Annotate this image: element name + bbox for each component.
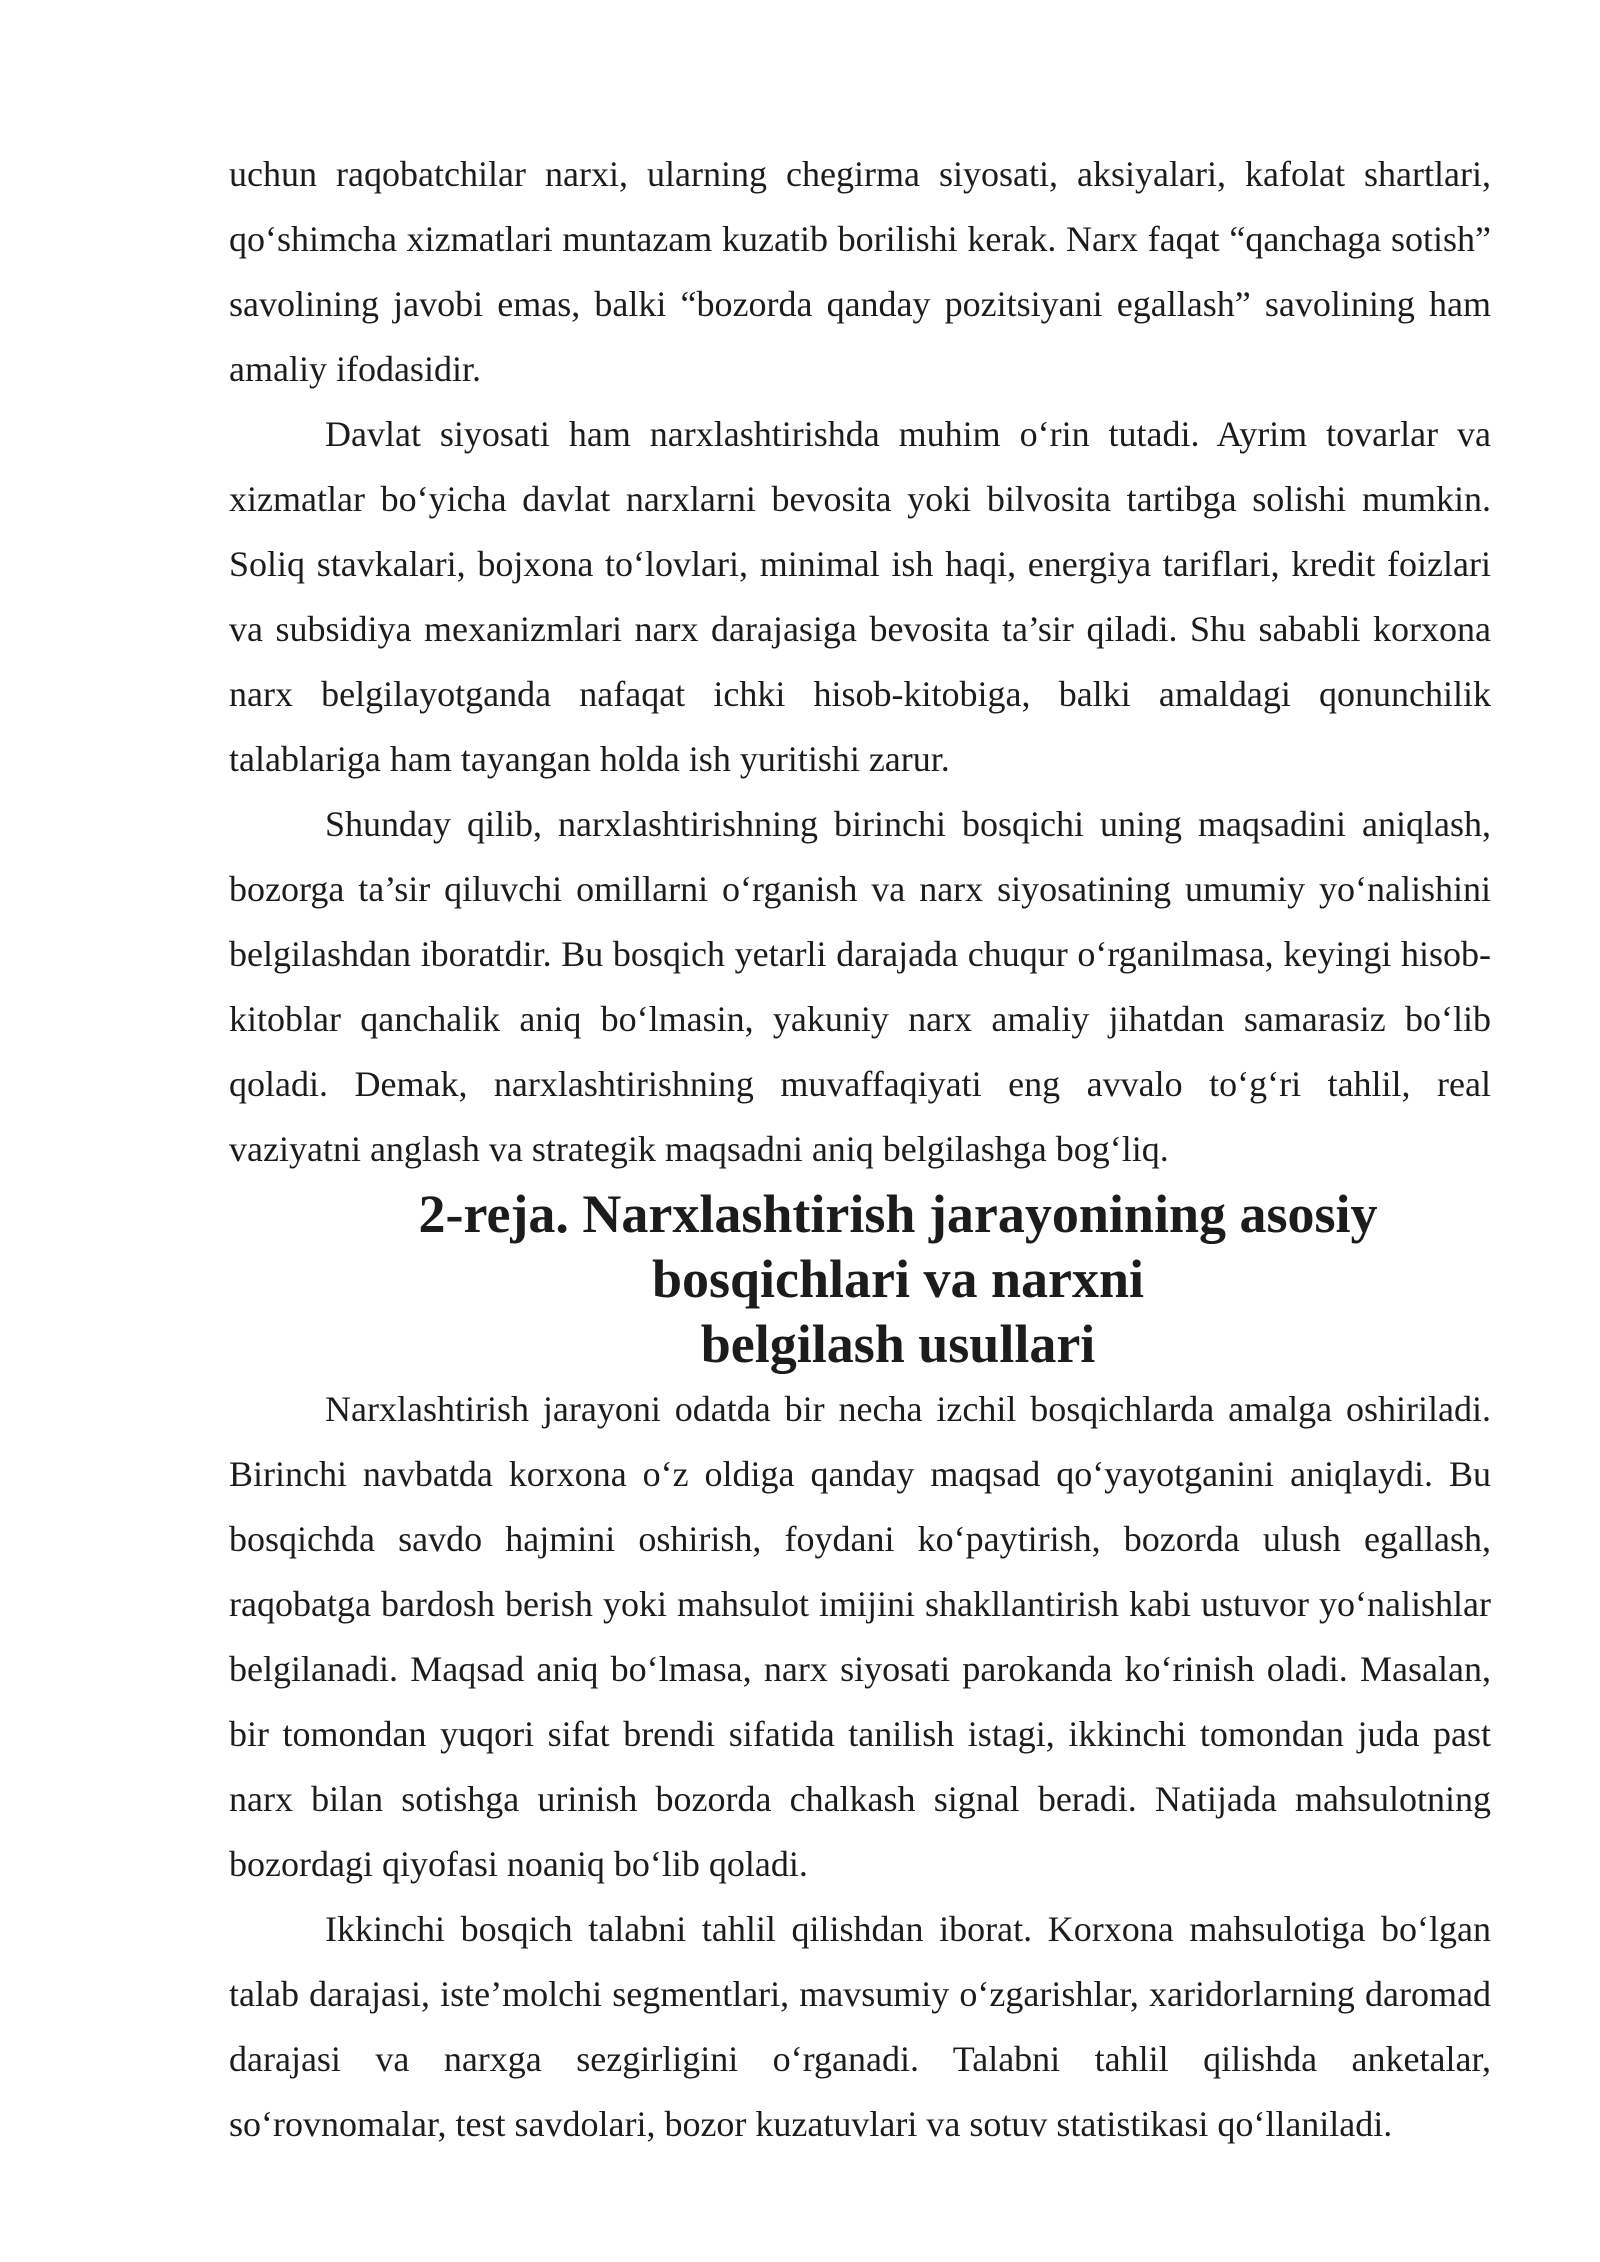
section-heading-line1: 2-reja. Narxlashtirish jarayonining asosiy bosqichlari va narxni <box>418 1184 1378 1309</box>
paragraph-demand-analysis: Ikkinchi bosqich talabni tahlil qilishdan iborat. Korxona mahsulotiga bo‘lgan talab darajasi, iste’molchi segmentlari, mavsumiy o‘zgarishlar, xaridorlarning daromad darajasi va narxga sezgirligini o‘rganadi. Talabni tahlil qilishda anketalar, so‘rovnomalar, test savdolari, bozor kuzatuvlari va sotuv statistikasi qo‘llaniladi. <box>229 1909 1491 2144</box>
paragraph-first-stage-summary: Shunday qilib, narxlashtirishning birinchi bosqichi uning maqsadini aniqlash, bozorga ta’sir qiluvchi omillarni o‘rganish va narx siyosatining umumiy yo‘nalishini belgilashdan iboratdir. Bu bosqich yetarli darajada chuqur o‘rganilmasa, keyingi hisob-kitoblar qanchalik aniq bo‘lmasin, yakuniy narx amaliy jihatdan samarasiz bo‘lib qoladi. Demak, narxlashtirishning muvaffaqiyati eng avvalo to‘g‘ri tahlil, real vaziyatni anglash va strategik maqsadni aniq belgilashga bog‘liq. <box>229 804 1491 1169</box>
paragraph-continuation: uchun raqobatchilar narxi, ularning chegirma siyosati, aksiyalari, kafolat shartlari, qo‘shimcha xizmatlari muntazam kuzatib borilishi kerak. Narx faqat “qanchaga sotish” savolining javobi emas, balki “bozorda qanday pozitsiyani egallash” savolining ham amaliy ifodasidir. <box>229 154 1491 389</box>
document-page <box>229 142 1491 2157</box>
paragraph-pricing-stages: Narxlashtirish jarayoni odatda bir necha izchil bosqichlarda amalga oshiriladi. Birinchi navbatda korxona o‘z oldiga qanday maqsad qo‘yayotganini aniqlaydi. Bu bosqichda savdo hajmini oshirish, foydani ko‘paytirish, bozorda ulush egallash, raqobatga bardosh berish yoki mahsulot imijini shakllantirish kabi ustuvor yo‘nalishlar belgilanadi. Maqsad aniq bo‘lmasa, narx siyosati parokanda ko‘rinish oladi. Masalan, bir tomondan yuqori sifat brendi sifatida tanilish istagi, ikkinchi tomondan juda past narx bilan sotishga urinish bozorda chalkash signal beradi. Natijada mahsulotning bozordagi qiyofasi noaniq bo‘lib qoladi. <box>229 1389 1491 1884</box>
section-heading-line2: belgilash usullari <box>700 1314 1096 1374</box>
paragraph-state-policy: Davlat siyosati ham narxlashtirishda muhim o‘rin tutadi. Ayrim tovarlar va xizmatlar bo‘yicha davlat narxlarni bevosita yoki bilvosita tartibga solishi mumkin. Soliq stavkalari, bojxona to‘lovlari, minimal ish haqi, energiya tariflari, kredit foizlari va subsidiya mexanizmlari narx darajasiga bevosita ta’sir qiladi. Shu sababli korxona narx belgilayotganda nafaqat ichki hisob-kitobiga, balki amaldagi qonunchilik talablariga ham tayangan holda ish yuritishi zarur. <box>229 414 1491 779</box>
section-heading <box>229 1182 1491 1377</box>
